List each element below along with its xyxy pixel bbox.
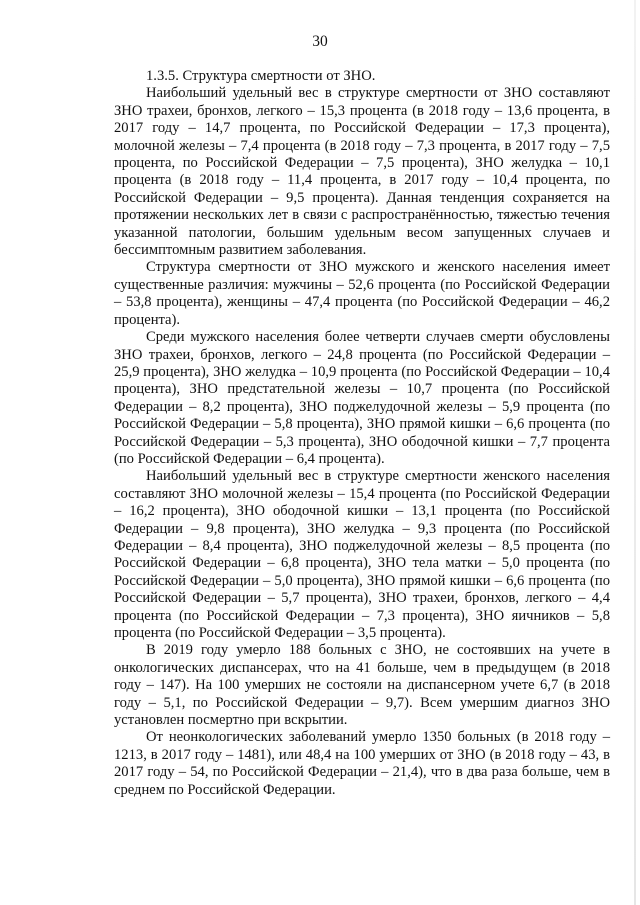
page-number: 30 <box>312 33 328 50</box>
paragraph-unregistered-deaths: В 2019 году умерло 188 больных с ЗНО, не состоявших на учете в онкологических диспансерах, что на 41 больше, чем в предыдущем (в 2018 году – 147). На 100 умерших не состояли на диспансерном учете 6,7 (в 2018 году – 5,1, по Российской Федерации – 9,7). Всем умершим диагноз ЗНО установлен посмертно при вскрытии. <box>114 642 610 729</box>
paragraph-male-mortality: Среди мужского населения более четверти случаев смерти обусловлены ЗНО трахеи, бронхов, легкого – 24,8 процента (по Российской Федерации – 25,9 процента), ЗНО желудка – 10,9 процента (по Российской Федерации – 10,4 процента), ЗНО предстательной железы – 10,7 процента (по Российской Федерации – 8,2 процента), ЗНО поджелудочной железы – 5,9 процента (по Российской Федерации – 5,8 процента), ЗНО прямой кишки – 6,6 процента (по Российской Федерации – 5,3 процента), ЗНО ободочной кишки – 7,7 процента (по Российской Федерации – 6,4 процента). <box>114 329 610 467</box>
page-content <box>114 68 610 799</box>
section-heading: 1.3.5. Структура смертности от ЗНО. <box>146 68 376 84</box>
scan-edge-shadow <box>634 0 636 905</box>
paragraph-non-oncological-deaths: От неонкологических заболеваний умерло 1350 больных (в 2018 году – 1213, в 2017 году – 1481), или 48,4 на 100 умерших от ЗНО (в 2018 году – 43, в 2017 году – 54, по Российской Федерации – 21,4), что в два раза больше, чем в среднем по Российской Федерации. <box>114 729 610 798</box>
paragraph-gender-differences: Структура смертности от ЗНО мужского и женского населения имеет существенные различия: мужчины – 52,6 процента (по Российской Федерации – 53,8 процента), женщины – 47,4 процента (по Российской Федерации – 46,2 процента). <box>114 259 610 328</box>
paragraph-mortality-structure: Наибольший удельный вес в структуре смертности от ЗНО составляют ЗНО трахеи, бронхов, легкого – 15,3 процента (в 2018 году – 13,6 процента, в 2017 году – 14,7 процента, по Российской Федерации – 17,3 процента), молочной железы – 7,4 процента (в 2018 году – 7,3 процента, в 2017 году – 7,5 процента, по Российской Федерации – 7,5 процента), ЗНО желудка – 10,1 процента (в 2018 году – 11,4 процента, в 2017 году – 10,4 процента, по Российской Федерации – 9,5 процента). Данная тенденция сохраняется на протяжении нескольких лет в связи с распространённостью, тяжестью течения указанной патологии, большим удельным весом запущенных случаев и бессимптомным развитием заболевания. <box>114 85 610 259</box>
paragraph-female-mortality: Наибольший удельный вес в структуре смертности женского населения составляют ЗНО молочной железы – 15,4 процента (по Российской Федерации – 16,2 процента), ЗНО ободочной кишки – 13,1 процента (по Российской Федерации – 9,8 процента), ЗНО желудка – 9,3 процента (по Российской Федерации – 8,4 процента), ЗНО поджелудочной железы – 8,5 процента (по Российской Федерации – 6,8 процента), ЗНО тела матки – 5,0 процента (по Российской Федерации – 5,0 процента), ЗНО прямой кишки – 6,6 процента (по Российской Федерации – 5,7 процента), ЗНО трахеи, бронхов, легкого – 4,4 процента (по Российской Федерации – 7,3 процента), ЗНО яичников – 5,8 процента (по Российской Федерации – 3,5 процента). <box>114 468 610 641</box>
